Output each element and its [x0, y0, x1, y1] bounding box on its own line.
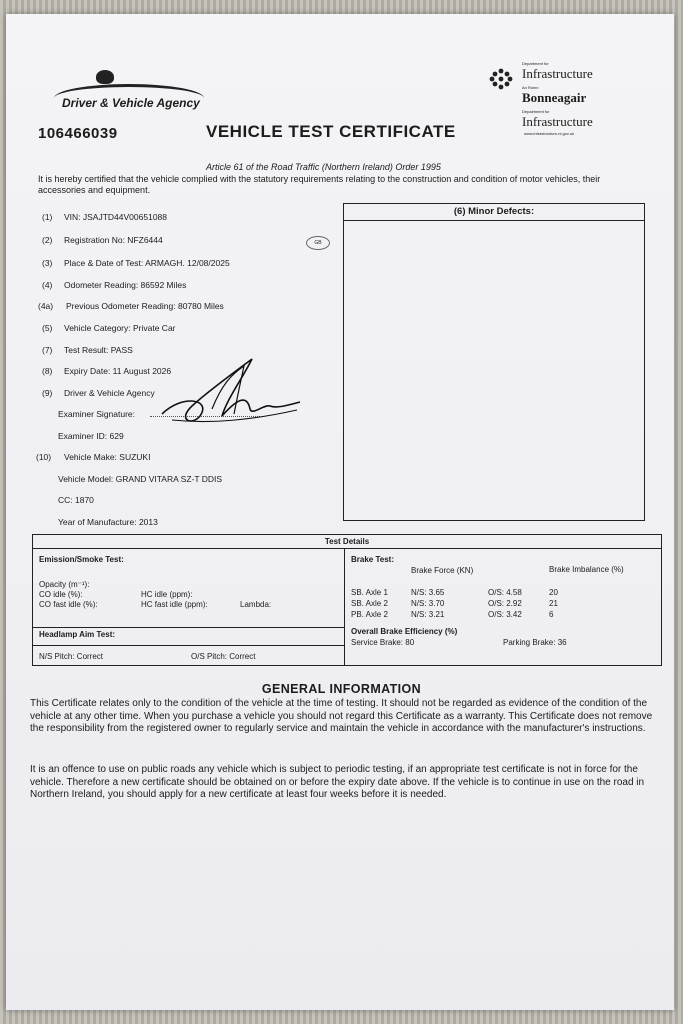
- ns-pitch: N/S Pitch: Correct: [39, 652, 104, 661]
- general-paragraph-1: This Certificate relates only to the condition of the vehicle at the time of testing. It should not be regarded as evidence of the condition of the vehicle at any other time. When you purchase a vehicle you should not regard this Certificate as a warranty. This Certificate does not remove the responsibility from the registered owner to regularly service and maintain the vehicle in accordance with the manufacturer's instructions.: [30, 698, 653, 735]
- dva-logo: [46, 66, 216, 114]
- minor-defects-title: (6) Minor Defects:: [344, 204, 644, 221]
- field-year-of-manufacture: Year of Manufacture: 2013: [58, 517, 158, 527]
- general-information-title: GENERAL INFORMATION: [261, 682, 422, 696]
- page-title: VEHICLE TEST CERTIFICATE: [206, 122, 456, 141]
- co-idle-label: CO idle (%):: [39, 590, 83, 599]
- os-pitch: O/S Pitch: Correct: [191, 652, 256, 661]
- test-details-title: Test Details: [33, 535, 661, 549]
- test-details-divider: [344, 549, 345, 665]
- dept-line1: Infrastructure: [522, 66, 593, 81]
- field-cc: CC: 1870: [58, 495, 94, 505]
- dept-url: www.infrastructure-ni.gov.uk: [524, 131, 574, 136]
- axle-2-ns: N/S: 3.70: [411, 599, 445, 608]
- minor-defects-box: [343, 203, 645, 521]
- field-place-date: (3) Place & Date of Test: ARMAGH. 12/08/2025: [42, 258, 230, 268]
- dept-line2: Bonneagair: [522, 90, 587, 105]
- field-previous-odometer: (4a) Previous Odometer Reading: 80780 Miles: [38, 301, 224, 311]
- certificate-page: [6, 14, 674, 1010]
- field-registration: (2) Registration No: NFZ6444: [42, 235, 163, 245]
- hc-fast-idle-label: HC fast idle (ppm):: [141, 600, 208, 609]
- axle-1-os: O/S: 4.58: [488, 588, 522, 597]
- dept-line3-small: Depairtment fur: [522, 109, 550, 114]
- stamp-mark: GB: [306, 236, 330, 250]
- lambda-label: Lambda:: [240, 600, 272, 609]
- certificate-number: 106466039: [38, 125, 118, 142]
- field-odometer: (4) Odometer Reading: 86592 Miles: [42, 280, 187, 290]
- general-paragraph-2: It is an offence to use on public roads any vehicle which is subject to periodic testing, if an appropriate test certificate is not in force for the vehicle. Therefore a new certificate should be obtained on or before the expiry date above. If the vehicle is to continue in use on the road in Northern Ireland, you should apply for a new certificate at least four weeks before it is needed.: [30, 764, 645, 801]
- dept-emblem-icon: [488, 68, 514, 90]
- field-test-result: (7) Test Result: PASS: [42, 345, 133, 355]
- examiner-signature: [152, 354, 302, 434]
- parking-axle-imbalance: 6: [549, 610, 554, 619]
- field-examiner-id: Examiner ID: 629: [58, 431, 124, 441]
- field-vehicle-category: (5) Vehicle Category: Private Car: [42, 323, 176, 333]
- axle-1-name: SB. Axle 1: [351, 588, 388, 597]
- intro-statement: It is hereby certified that the vehicle complied with the statutory requirements relating to the construction and condition of motor vehicles, their accessories and equipment.: [38, 174, 601, 195]
- axle-2-name: SB. Axle 2: [351, 599, 388, 608]
- brake-imbalance-header: Brake Imbalance (%): [549, 565, 624, 574]
- axle-1-ns: N/S: 3.65: [411, 588, 445, 597]
- parking-axle-os: O/S: 3.42: [488, 610, 522, 619]
- headlamp-row-divider: [33, 645, 344, 646]
- opacity-label: Opacity (m⁻¹):: [39, 580, 90, 589]
- axle-1-imbalance: 20: [549, 588, 558, 597]
- field-vehicle-model: Vehicle Model: GRAND VITARA SZ-T DDIS: [58, 474, 223, 484]
- co-fast-idle-label: CO fast idle (%):: [39, 600, 98, 609]
- field-examiner-signature-label: Examiner Signature:: [58, 409, 136, 419]
- hc-idle-label: HC idle (ppm):: [141, 590, 193, 599]
- brake-test-title: Brake Test:: [351, 555, 394, 564]
- parking-axle-ns: N/S: 3.21: [411, 610, 445, 619]
- agency-name: Driver & Vehicle Agency: [62, 96, 200, 110]
- article-reference: Article 61 of the Road Traffic (Northern Ireland) Order 1995: [206, 162, 441, 172]
- axle-2-os: O/S: 2.92: [488, 599, 522, 608]
- dept-line3: Infrastructure: [522, 114, 593, 129]
- emission-headlamp-divider: [33, 627, 344, 628]
- field-vin: (1) VIN: JSAJTD44V00651088: [42, 212, 168, 222]
- field-expiry-date: (8) Expiry Date: 11 August 2026: [42, 366, 172, 376]
- dept-line2-small: An Roinn: [522, 85, 539, 90]
- axle-2-imbalance: 21: [549, 599, 558, 608]
- parking-axle-name: PB. Axle 2: [351, 610, 388, 619]
- dept-line1-small: Department for: [522, 61, 549, 66]
- field-agency: (9) Driver & Vehicle Agency: [42, 388, 155, 398]
- test-details-table: [32, 534, 662, 666]
- overall-brake-title: Overall Brake Efficiency (%): [351, 627, 458, 636]
- parking-brake: Parking Brake: 36: [503, 638, 567, 647]
- service-brake: Service Brake: 80: [351, 638, 415, 647]
- dva-logo-head-icon: [96, 70, 114, 84]
- headlamp-title: Headlamp Aim Test:: [39, 630, 116, 639]
- dept-infrastructure-logo: [488, 60, 638, 144]
- brake-force-header: Brake Force (KN): [411, 566, 474, 575]
- emission-title: Emission/Smoke Test:: [39, 555, 124, 564]
- field-vehicle-make: (10) Vehicle Make: SUZUKI: [36, 452, 151, 462]
